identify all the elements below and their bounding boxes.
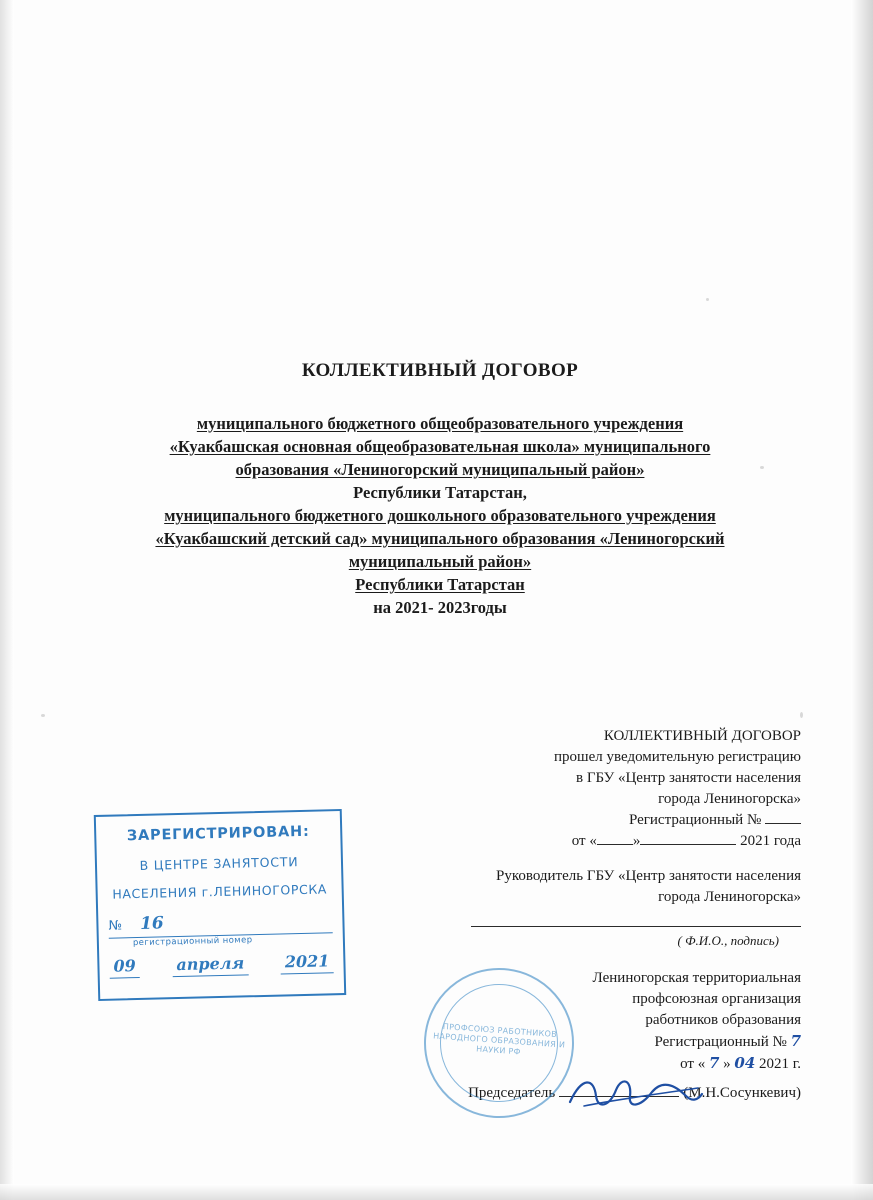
subtitle-line-5: муниципального бюджетного дошкольного образовательного учреждения (164, 506, 716, 525)
registration-month-blank (640, 832, 736, 845)
subtitle-line-3: образования «Лениногорский муниципальный район» (235, 460, 645, 479)
stamp-line-3: НАСЕЛЕНИЯ г.ЛЕНИНОГОРСКА (112, 881, 328, 902)
registration-date-prefix: от « (571, 833, 597, 849)
union-date-prefix: от « (680, 1056, 706, 1072)
chair-name: (М.Н.Сосункевич) (683, 1085, 801, 1101)
chair-label: Председатель (468, 1085, 556, 1101)
subtitle-line-6: «Куакбашский детский сад» муниципального образования «Лениногорский (155, 529, 725, 548)
registration-line-4: города Лениногорска» (658, 791, 801, 807)
stamp-number-label: № (108, 918, 123, 934)
union-date-month: 04 (734, 1054, 756, 1072)
union-seal-text: ПРОФСОЮЗ РАБОТНИКОВ НАРОДНОГО ОБРАЗОВАНИЯ И НАУКИ РФ (432, 1022, 566, 1057)
signer-line-2: населения города Лениногорска» (658, 868, 801, 905)
union-date-year: 2021 г. (759, 1056, 801, 1072)
registration-block (471, 726, 801, 852)
subtitle-line-4: Республики Татарстан, (353, 483, 527, 502)
signer-line-1: Руководитель ГБУ «Центр занятости (495, 868, 732, 884)
subtitle-line-8: Республики Татарстан (355, 575, 525, 594)
union-registration-value: 7 (790, 1032, 801, 1050)
subtitle-line-1: муниципального бюджетного общеобразовательного учреждения (196, 414, 684, 433)
signer-caption: ( Ф.И.О., подпись) (677, 933, 779, 948)
registration-date-mid: » (632, 833, 641, 849)
scan-speck (41, 714, 45, 717)
stamp-date-month: апреля (172, 953, 248, 977)
signer-signature-rule (471, 926, 801, 927)
signature-scrawl-icon (566, 1070, 706, 1114)
scan-edge-left (0, 0, 14, 1200)
registration-number-label: Регистрационный № (628, 812, 762, 828)
stamp-number-caption: регистрационный номер (132, 935, 253, 949)
registration-line-3: в ГБУ «Центр занятости населения (576, 770, 801, 786)
scan-edge-right (851, 0, 873, 1200)
registration-date-row (471, 831, 801, 852)
registration-stamp (94, 809, 346, 1001)
subtitle-line-2: «Куакбашская основная общеобразовательная школа» муниципального (169, 437, 711, 456)
registration-day-blank (597, 832, 633, 845)
scan-speck (706, 298, 709, 301)
stamp-number-row (108, 909, 333, 938)
union-line-3: работников образования (645, 1012, 801, 1028)
union-registration-label: Регистрационный № (654, 1034, 787, 1050)
union-date-mid: » (723, 1056, 731, 1072)
stamp-date-day: 09 (109, 956, 140, 979)
stamp-line-2: В ЦЕНТРЕ ЗАНЯТОСТИ (139, 854, 299, 873)
page-title: КОЛЛЕКТИВНЫЙ ДОГОВОР (301, 360, 579, 381)
signer-block (471, 866, 801, 951)
document-period: на 2021- 2023годы (373, 598, 507, 617)
document-subtitle (100, 412, 780, 596)
union-line-1: Лениногорская территориальная (592, 970, 801, 986)
stamp-date-year: 2021 (281, 951, 334, 974)
scan-edge-bottom (0, 1184, 873, 1200)
union-line-2: профсоюзная организация (632, 991, 801, 1007)
scan-speck (800, 712, 803, 718)
stamp-date-row (109, 951, 333, 978)
stamp-number-value: 16 (139, 913, 165, 934)
registration-line-2: прошел уведомительную регистрацию (554, 749, 801, 765)
chair-signature (566, 1070, 706, 1114)
registration-number-row (471, 810, 801, 831)
union-date-day: 7 (708, 1054, 720, 1072)
registration-line-1: КОЛЛЕКТИВНЫЙ ДОГОВОР (603, 728, 801, 744)
title-block (100, 360, 780, 618)
registration-number-blank (765, 811, 801, 824)
stamp-line-1: ЗАРЕГИСТРИРОВАН: (126, 823, 310, 845)
registration-year: 2021 года (740, 833, 801, 849)
subtitle-line-7: муниципальный район» (348, 552, 532, 571)
